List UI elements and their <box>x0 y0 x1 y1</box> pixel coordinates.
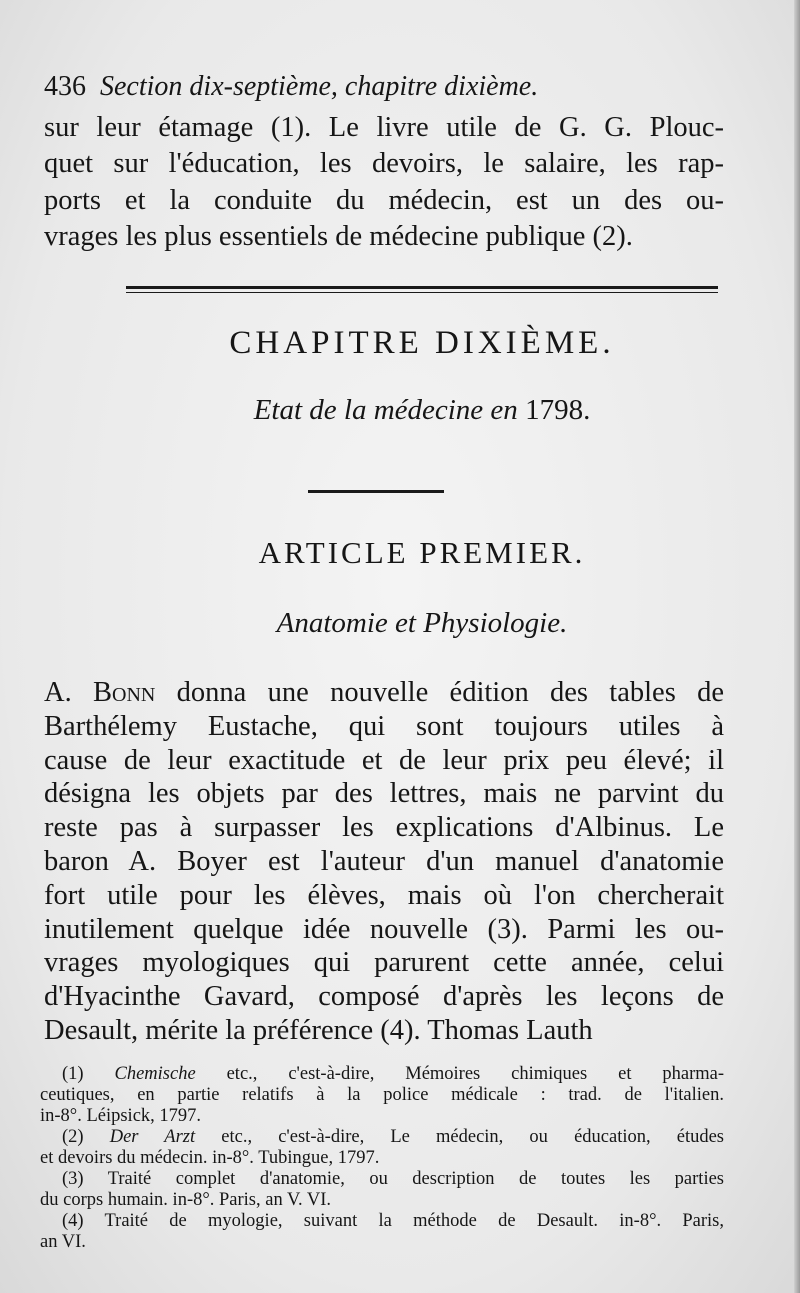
text-line: vrages myologiques qui parurent cette année, celui <box>44 947 724 979</box>
text-line: Barthélemy Eustache, qui sont toujours utiles à <box>44 710 724 742</box>
running-head-title: Section dix-septième, chapitre dixième. <box>100 71 539 102</box>
text-line: désigna les objets par des lettres, mais ne parvint du <box>44 778 724 810</box>
text-line: cause de leur exactitude et de leur prix peu élevé; il <box>44 744 724 776</box>
text-line: baron A. Boyer est l'auteur d'un manuel d'anatomie <box>44 845 724 877</box>
footnote-1-title: Chemische <box>114 1064 196 1084</box>
author-initial: A. <box>44 677 72 708</box>
article-subtitle: Anatomie et Physiologie. <box>276 607 568 639</box>
footnote-1-number: (1) <box>62 1064 84 1084</box>
footnote-3: (3) Traité complet d'anatomie, ou description de toutes les parties <box>62 1169 724 1189</box>
text-line: ports et la conduite du médecin, est un des ou- <box>44 184 724 216</box>
footnote-2-text: etc., c'est-à-dire, Le médecin, ou éducation, études <box>195 1127 725 1147</box>
chapter-subtitle <box>126 392 718 428</box>
footnote-4: (4) Traité de myologie, suivant la méthode de Desault. in-8°. Paris, <box>62 1211 724 1231</box>
page-number: 436 <box>44 71 86 102</box>
intro-paragraph <box>44 110 724 256</box>
text-line: inutilement quelque idée nouvelle (3). Parmi les ou- <box>44 913 724 945</box>
section-divider-rule <box>308 490 444 493</box>
footnote-4-line: an VI. <box>40 1232 86 1252</box>
footnote-2-number: (2) <box>62 1127 84 1147</box>
text-line: sur leur étamage (1). Le livre utile de G. G. Plouc- <box>44 112 724 143</box>
footnote-1-line: ceutiques, en partie relatifs à la police médicale : trad. de l'italien. <box>40 1085 724 1105</box>
footnote-2-title: Der Arzt <box>109 1127 196 1147</box>
chapter-title: CHAPITRE DIXIÈME. <box>229 325 615 361</box>
chapter-subtitle-year: 1798. <box>525 394 591 426</box>
footnotes <box>40 1064 724 1253</box>
footnote-1-line: in-8°. Léipsick, 1797. <box>40 1106 202 1126</box>
body-paragraph <box>44 676 724 1048</box>
chapter-divider-rule <box>126 286 718 289</box>
text-line: d'Hyacinthe Gavard, composé d'après les leçons de <box>44 981 724 1013</box>
text-line-rest: donna une nouvelle édition des tables de <box>155 677 724 708</box>
author-name: Bonn <box>93 677 156 708</box>
text-line <box>44 676 724 710</box>
footnote-1-text: etc., c'est-à-dire, Mémoires chimiques et pharma- <box>195 1064 725 1084</box>
text-line: Desault, mérite la préférence (4). Thomas Lauth <box>44 1014 593 1046</box>
running-head <box>44 70 724 104</box>
chapter-subtitle-text: Etat de la médecine en <box>253 394 518 426</box>
page-edge <box>794 0 800 1293</box>
footnote-2-line: et devoirs du médecin. in-8°. Tubingue, 1797. <box>40 1148 380 1168</box>
footnote-1 <box>40 1064 724 1085</box>
text-line: vrages les plus essentiels de médecine publique (2). <box>44 221 633 253</box>
footnote-3-line: du corps humain. in-8°. Paris, an V. VI. <box>40 1190 332 1210</box>
text-line: fort utile pour les élèves, mais où l'on chercherait <box>44 879 724 911</box>
article-title: ARTICLE PREMIER. <box>258 535 586 570</box>
text-line: quet sur l'éducation, les devoirs, le salaire, les rap- <box>44 148 724 180</box>
text-line: reste pas à surpasser les explications d'Albinus. Le <box>44 812 724 844</box>
footnote-2 <box>40 1127 724 1148</box>
